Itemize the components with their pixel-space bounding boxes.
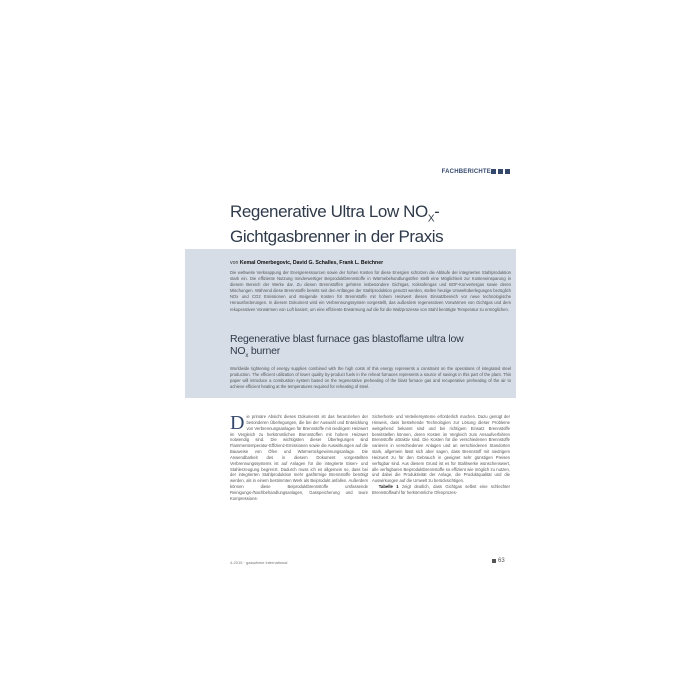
- abstract-english: Worldwide tightening of energy supplies combined with the high costs of this energy represents a constraint on the operations of integrated steel production. The efficient utilization of lower quality by-product fuels in the reheat furnaces represents a source of savings in this part of the plant. This paper will introduce a combustion system based on the regenerative preheating of the blast furnace gas and recuperative preheating of the air to achieve efficient heating at the temperatures required for reheating of steel.: [230, 366, 511, 390]
- footer-journal: 4-2015 · gaswärme international: [230, 560, 288, 565]
- authors-prefix: von: [230, 260, 239, 266]
- body-column-2: [372, 414, 510, 496]
- footer-page-number: [492, 558, 505, 564]
- subtitle-line2-sub: x: [245, 352, 249, 359]
- column-2-text-continued: zeigt deutlich, dass Gichtgas selbst eine schlechter Brennstoffwahl für herkömmliche Ofenprozes-: [372, 484, 511, 495]
- english-subtitle: [230, 334, 512, 362]
- abstract-german: Die weltweite Verknappung der Energieressourcen sowie der hohen Kosten für diese Energien schürzen die Abläufe der integrierten Stahlproduktion stark ein. Die effiziente Nutzung minderwertiger Beiproduktbrennstoffe in Wärmebehandlungsöfen stellt eine Möglichkeit zur Kosteneinsparung in diesem Bereich der Werke dar. Zu diesen Brennstoffen gehören insbesondere Gichtgas, Koksofengas und BOF-Konvertergas sowie deren Mischungen. Während diese Brennstoffe bereits seit den Anfängen der Stahlproduktion genutzt werden, stellen heutige Umweltüberlegungen bezüglich NOx und CO2 Emissionen und steigende Kosten für Brennstoffe mit hohem Heizwert diesen Einsatzbereich vor neue technologische Herausforderungen. In diesem Dokument wird ein Verbrennungssystem vorgestellt, das außerdem regenerativen Vorwärmen von Gichtgas und dem rekuperativen Vorwärmen von Luft basiert, um eine effiziente Erwärmung auf die für die Walzprozesse von Stahl benötigte Temperatur zu ermöglichen.: [230, 270, 511, 312]
- subtitle-line1: Regenerative blast furnace gas blastoflame ultra low: [230, 333, 464, 345]
- drop-cap: D: [230, 412, 245, 434]
- subtitle-line2-main: NO: [230, 344, 246, 357]
- authors-names: Kemal Omerbegovic, David G. Schalles, Frank L. Beichner: [239, 260, 384, 266]
- square-icon: [491, 169, 496, 174]
- table-reference: Tabelle 1: [378, 484, 399, 490]
- square-icon: [505, 169, 510, 174]
- section-label: FACHBERICHTE: [441, 169, 491, 175]
- page-number: 63: [498, 558, 505, 564]
- authors: [230, 260, 512, 266]
- body-column-1: [230, 414, 368, 502]
- column-2-text: Sicherheits- und Verteilersysteme erforderlich machen. Dazu genügt der Hinweis, dass bestehende Technologien zur Lösung dieser Probleme weitgehend bekannt sind und bei richtigem Einsatz Brennstoffe bereitstellen können, deren Kosten im Vergleich zum Ansaufverfahren Brennstoffe attraktiv sind. Die Kosten für die verschiedenen Brennstoffe variieren in verschiedenen Anlagen und an verschiedenen Standorten stark, allgemein lässt sich aber sagen, dass Brennstoff mit niedrigem Heizwert zu für den Gebrauch in geeignet sehr günstigen Preisen verfügbar sind. Aus diesem Grund ist es für Stahlwerke wünschenswert, alle verfügbaren Beiproduktbrennstoffe so effizient wie möglich zu nutzen, und dabei die Produktivität der Anlage, die Produktqualität und die Auswirkungen auf die Umwelt zu berücksichtigen.: [372, 414, 510, 484]
- title-line2: Gichtgasbrenner in der Praxis: [230, 227, 444, 247]
- square-icon: [498, 169, 503, 174]
- section-label-squares: [491, 169, 511, 175]
- subtitle-line2-suffix: burner: [248, 344, 281, 357]
- article-title: [230, 203, 520, 246]
- title-line1-main: Regenerative Ultra Low NO: [230, 202, 428, 221]
- title-line1-suffix: -: [434, 202, 440, 221]
- title-line1-sub: X: [427, 213, 435, 225]
- column-1-text: ie primäre Absicht dieses Dokuments ist das heranziehen der besonderen Überlegungen, die bei der Auswahl und Entwicklung von Verbrennungsanlagen für Brennstoffe mit niedrigem Heizwert im Vergleich zu herkömmlichen Brennstoffen mit hohem Heizwert notwendig sind. Die wichtigsten dieser Überlegungen sind Flammentemperatur-Effizienz-Emissionen sowie die Auswirkungen auf die Bauweise von Öfen und Wärmerückgewinnungsanlage. Die Anwendbarkeit des in diesem Dokument vorgestellten Verbrennungssystems ist auf Anlagen für die integrierte Eisen- und Stahlerzeugung begrenzt. Dadurch muss ich es allgemein so, dass bei der integrierten Stahlproduktion mehr gasförmige Brennstoffe benötigt werden, als in einem bestimmten Werk als Beiprodukt anfallen. Außerdem können diese Beiproduktbrennstoffe umfassende Reinigungs-/Nachbehandlungsanlagen, Gasspeicherung und teure Kompressions-: [230, 414, 368, 501]
- square-icon: [492, 559, 496, 563]
